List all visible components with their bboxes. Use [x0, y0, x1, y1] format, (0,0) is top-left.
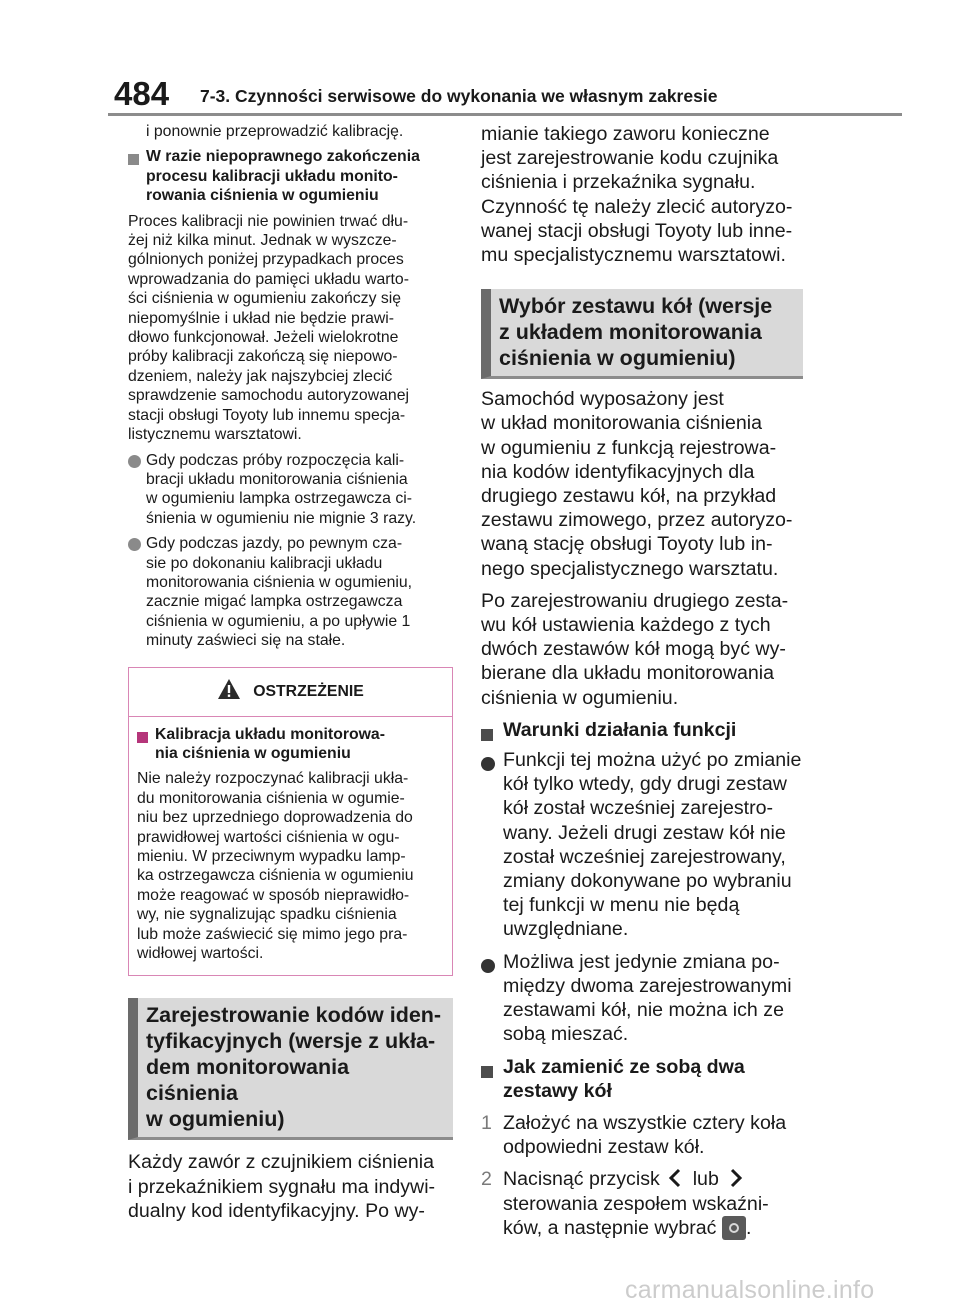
text-line: gólnionych poniżej przypadkach proces [128, 251, 404, 269]
text-line: Każdy zawór z czujnikiem ciśnienia [128, 1151, 434, 1174]
text-line: wprowadzania do pamięci układu warto- [128, 270, 409, 288]
text-line: minuty zaświeci się na stałe. [146, 632, 346, 650]
text-line: uwzględniane. [503, 918, 629, 941]
list-item [481, 748, 803, 942]
step-number: 2 [481, 1168, 492, 1191]
wheel-set-paragraph [481, 387, 803, 581]
text-line: jest zarejestrowanie kodu czujnika [481, 147, 779, 170]
round-bullet-icon [481, 955, 495, 979]
text-line: kół został wcześniej zarejestro- [503, 797, 774, 820]
text-line: próby kalibracji zakończą się niepowo- [128, 348, 398, 366]
text-line: sie po dokonaniu kalibracji układu [146, 554, 383, 572]
left-column [128, 122, 453, 1223]
text-line: wany. Jeżeli drugi zestaw kół nie [503, 821, 786, 844]
text-line: nia kodów identyfikacyjnych dla [481, 460, 755, 483]
text-line: prawidłowej wartości ciśnienia w ogu- [137, 828, 400, 846]
round-bullet-icon [128, 454, 141, 473]
text-line: Nie należy rozpoczynać kalibracji ukła- [137, 770, 409, 788]
list-item [481, 950, 803, 1047]
text-line: został wcześniej zarejestrowany, [503, 845, 786, 868]
text-line: Samochód wyposażony jest [481, 388, 724, 411]
text-line: nego specjalistycznego warsztatu. [481, 557, 779, 580]
text-line: mianie takiego zaworu konieczne [481, 123, 770, 145]
text-line: widłowej wartości. [137, 945, 264, 963]
text-line: może reagować w sposób nieprawidło- [137, 886, 410, 904]
text-line: dłowo funkcjonował. Jeżeli wielokrotne [128, 329, 399, 347]
text-line: żej niż kilka minut. Jednak w wyszcze- [128, 232, 397, 250]
text-line: lub może zaświecić się mimo jego pra- [137, 925, 408, 943]
text-line: sobą mieszać. [503, 1023, 629, 1046]
text-line: wy, nie sygnalizując spadku ciśnienia [137, 906, 397, 924]
settings-gear-icon [722, 1216, 746, 1240]
section-heading-wheel-set [481, 289, 803, 379]
text-line: sprawdzenie samochodu autoryzowanej [128, 387, 409, 405]
text-line: ciśnienia w ogumieniu) [499, 346, 736, 371]
text-line: ści ciśnienia w ogumieniu zakończy się [128, 290, 402, 308]
text-line: w ogumieniu) [146, 1107, 285, 1132]
text-line: Czynność tę należy zlecić autoryzo- [481, 195, 793, 218]
step-item [481, 1167, 803, 1240]
text-line: Funkcji tej można użyć po zmianie [503, 749, 802, 772]
text-line: monitorowania ciśnienia w ogumieniu, [146, 573, 413, 591]
text-line: mu specjalistycznemu warsztatowi. [481, 244, 786, 267]
text-line: du monitorowania ciśnienia w ogumie- [137, 789, 405, 807]
watermark: carmanualsonline.info [625, 1276, 875, 1304]
sub-heading-line: procesu kalibracji układu monito- [146, 167, 398, 185]
text-fragment: Nacisnąć przycisk [503, 1168, 660, 1191]
text-line: dzeniem, należy jak najszybciej zlecić [128, 367, 393, 385]
text-line: Gdy podczas próby rozpoczęcia kali- [146, 451, 405, 469]
text-line: ciśnienia w ogumieniu, a po upływie 1 [146, 612, 411, 630]
text-line: między dwoma zarejestrowanymi [503, 974, 792, 997]
text-line: Wybór zestawu kół (wersje [499, 294, 773, 319]
id-registration-paragraph [128, 1150, 453, 1223]
text-line: Założyć na wszystkie cztery koła [503, 1111, 787, 1134]
text-line: zestawami kół, nie można ich ze [503, 999, 784, 1022]
text-fragment: ków, a następnie wybrać [503, 1216, 717, 1239]
text-line: z układem monitorowania [499, 320, 762, 345]
text-line: ciśnienia w ogumieniu. [481, 686, 679, 709]
text-line: zestawu zimowego, przez autoryzo- [481, 509, 793, 532]
text-line: Po zarejestrowaniu drugiego zesta- [481, 589, 789, 612]
text-line: dwóch zestawów kół mogą być wy- [481, 638, 786, 661]
text-line: tyfikacyjnych (wersje z ukła- [146, 1029, 436, 1054]
text-line: sterowania zespołem wskaźni- [503, 1192, 769, 1215]
second-set-paragraph [481, 589, 803, 710]
text-line [503, 1167, 803, 1191]
text-line: Możliwa jest jedynie zmiana po- [503, 950, 780, 973]
warning-triangle-icon [217, 678, 241, 700]
text-line: bierane dla układu monitorowania [481, 662, 775, 685]
text-line: stacji obsługi Toyoty lub innemu specja- [128, 406, 406, 424]
text-line: w układ monitorowania ciśnienia [481, 412, 762, 435]
round-bullet-icon [481, 753, 495, 777]
warning-box [128, 667, 453, 977]
chevron-right-icon [724, 1167, 746, 1189]
continuation-text: i ponownie przeprowadzić kalibrację. [146, 123, 404, 140]
text-line: waną stację obsługi Toyoty lub in- [481, 533, 773, 556]
list-item [128, 451, 453, 529]
sub-heading-line: W razie niepoprawnego zakończenia [146, 148, 420, 166]
warning-divider [129, 716, 452, 717]
text-line: ciśnienia i przekaźnika sygnału. [481, 171, 756, 194]
chevron-left-icon [665, 1167, 687, 1189]
text-line: tej funkcji w menu nie będą [503, 894, 740, 917]
round-bullet-icon [128, 537, 141, 556]
text-fragment: lub [692, 1168, 719, 1191]
text-line: wanej stacji obsługi Toyoty lub inne- [481, 219, 793, 242]
text-line: zestawy kół [503, 1079, 612, 1102]
sub-heading-swap-sets [481, 1055, 803, 1103]
text-line: niepomyślnie i układ nie będzie prawi- [128, 309, 395, 327]
text-line: Kalibracja układu monitorowa- [155, 725, 385, 743]
section-heading-id-registration [128, 998, 453, 1140]
text-line: kół tylko wtedy, gdy drugi zestaw [503, 773, 787, 796]
square-bullet-icon [128, 151, 139, 170]
page-header [108, 76, 902, 116]
text-line: zacznie migać lampka ostrzegawcza [146, 593, 403, 611]
sub-heading-function-conditions [481, 718, 803, 742]
text-line: dualny kod identyfikacyjny. Po wy- [128, 1199, 425, 1222]
text-line: bracji układu monitorowania ciśnienia [146, 470, 408, 488]
right-column [481, 122, 803, 1240]
warning-body [137, 769, 444, 963]
page-number: 484 [114, 75, 170, 112]
text-fragment: . [745, 1216, 752, 1239]
square-bullet-icon [481, 1060, 493, 1084]
step-number: 1 [481, 1111, 492, 1134]
text-line: zmiany dokonywane po wybraniu [503, 870, 792, 893]
text-line: Jak zamienić ze sobą dwa [503, 1055, 745, 1078]
warning-header [137, 668, 444, 716]
text-line: odpowiedni zestaw kół. [503, 1136, 705, 1159]
text-line: Gdy podczas jazdy, po pewnym cza- [146, 535, 403, 553]
section-title: 7-3. Czynności serwisowe do wykonania we własnym zakresie [200, 86, 718, 106]
text-line [503, 1216, 803, 1240]
text-line: i przekaźnikiem sygnału ma indywi- [128, 1175, 436, 1198]
header-rule [108, 113, 902, 116]
square-bullet-icon [481, 723, 493, 747]
text-line: Zarejestrowanie kodów iden- [146, 1003, 442, 1028]
text-line: Warunki działania funkcji [503, 718, 737, 741]
text-line: ka ostrzegawcza ciśnienia w ogumieniu [137, 867, 414, 885]
list-item [128, 534, 453, 650]
warning-sub-heading [137, 725, 444, 764]
text-line: niu bez uprzedniego doprowadzenia do [137, 809, 413, 827]
sub-heading-line: rowania ciśnienia w ogumieniu [146, 187, 379, 205]
step-item [481, 1111, 803, 1159]
text-line: śnienia w ogumieniu nie mignie 3 razy. [146, 509, 417, 527]
warning-title: OSTRZEŻENIE [253, 682, 364, 700]
text-line: drugiego zestawu kół, na przykład [481, 485, 777, 508]
text-line: dem monitorowania ciśnienia [146, 1055, 350, 1106]
sub-heading-calibration-failure [128, 147, 453, 205]
calibration-paragraph [128, 212, 453, 445]
text-line: w ogumieniu z funkcją rejestrowa- [481, 436, 777, 459]
text-line: Proces kalibracji nie powinien trwać dłu- [128, 212, 409, 230]
text-line: wu kół ustawienia każdego z tych [481, 614, 771, 637]
text-line: w ogumieniu lampka ostrzegawcza ci- [146, 490, 413, 508]
continued-paragraph [481, 122, 803, 267]
square-bullet-icon [137, 729, 148, 748]
text-line: mieniu. W przeciwnym wypadku lamp- [137, 848, 406, 865]
text-line: listycznemu warsztatowi. [128, 426, 302, 444]
text-line: nia ciśnienia w ogumieniu [155, 744, 351, 762]
